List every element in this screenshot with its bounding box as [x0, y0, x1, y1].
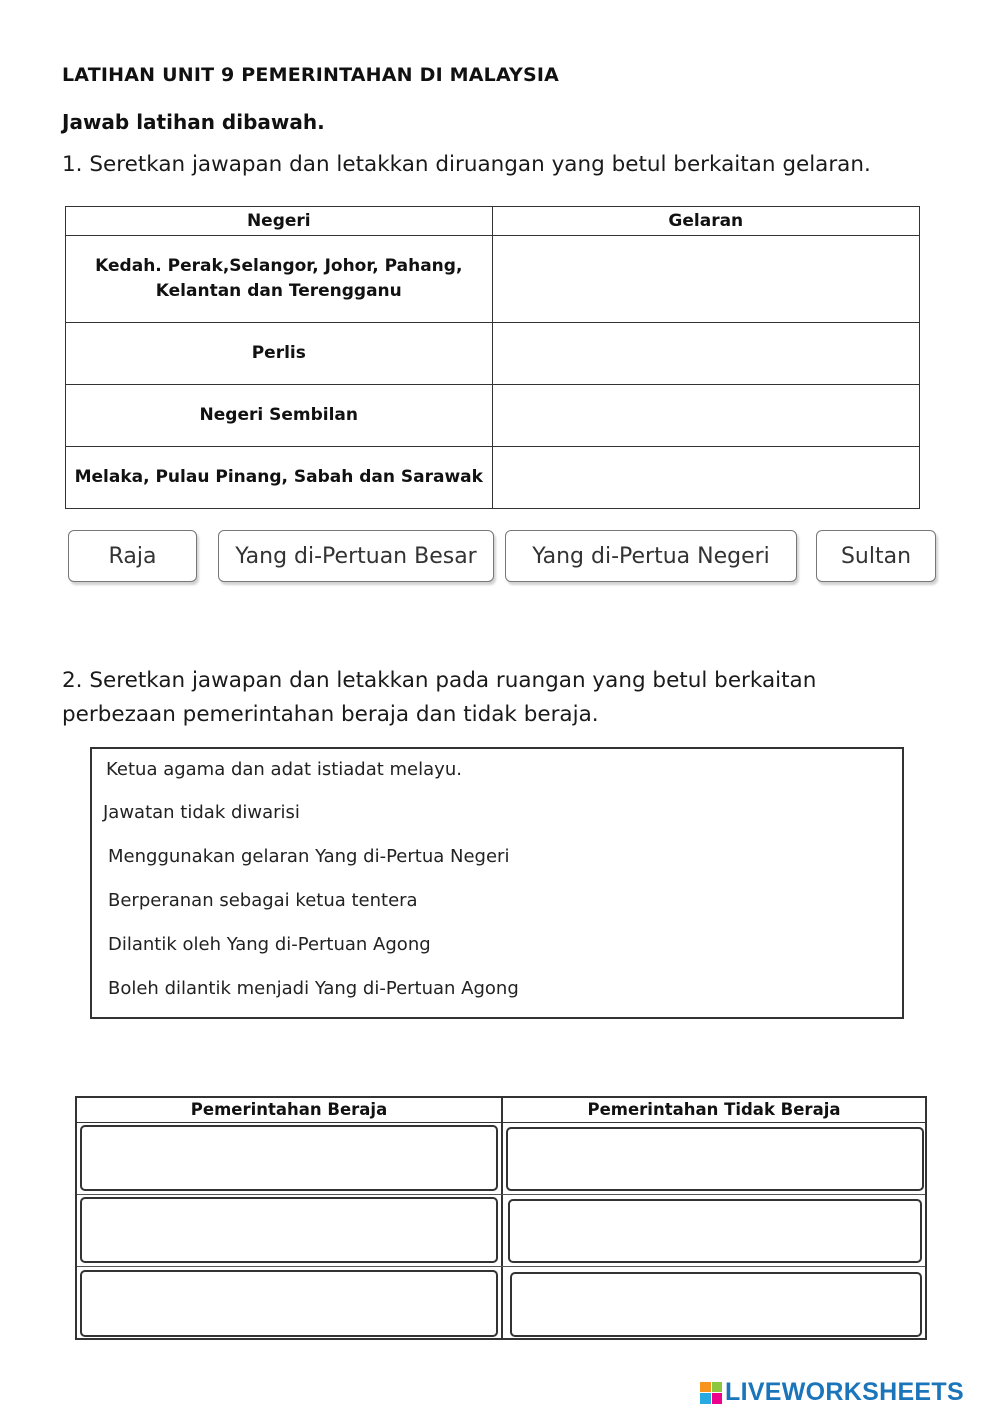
statement-item[interactable]: Boleh dilantik menjadi Yang di-Pertuan Agong [108, 978, 519, 999]
beraja-table [75, 1096, 927, 1340]
beraja-drop-slot[interactable] [80, 1125, 498, 1191]
option-chip-sultan[interactable]: Sultan [816, 530, 936, 582]
statement-item[interactable]: Ketua agama dan adat istiadat melayu. [106, 759, 462, 780]
row-divider [77, 1194, 925, 1195]
logo-squares-icon [700, 1382, 722, 1404]
tidak-beraja-drop-slot[interactable] [510, 1272, 922, 1337]
gelaran-drop-slot[interactable] [492, 236, 919, 323]
beraja-drop-slot[interactable] [80, 1197, 498, 1263]
statements-box [90, 747, 904, 1019]
gelaran-table [65, 206, 920, 509]
header-pemerintahan-tidak-beraja: Pemerintahan Tidak Beraja [503, 1098, 925, 1123]
logo-square [700, 1393, 711, 1404]
tidak-beraja-drop-slot[interactable] [506, 1127, 924, 1191]
brand-name: LIVEWORKSHEETS [725, 1378, 964, 1406]
header-negeri: Negeri [66, 207, 493, 236]
option-chip-yang-di-pertua-negeri[interactable]: Yang di-Pertua Negeri [505, 530, 797, 582]
beraja-drop-slot[interactable] [80, 1270, 498, 1337]
statement-item[interactable]: Jawatan tidak diwarisi [103, 802, 300, 823]
option-chip-raja[interactable]: Raja [68, 530, 197, 582]
negeri-cell [66, 236, 493, 323]
question-1-text: 1. Seretkan jawapan dan letakkan diruangan yang betul berkaitan gelaran. [62, 152, 871, 177]
negeri-cell: Perlis [66, 323, 493, 385]
gelaran-drop-slot[interactable] [492, 323, 919, 385]
logo-square [712, 1393, 723, 1404]
column-divider [501, 1098, 503, 1338]
gelaran-drop-slot[interactable] [492, 385, 919, 447]
negeri-line: Kedah. Perak,Selangor, Johor, Pahang, [95, 256, 463, 276]
header-pemerintahan-beraja: Pemerintahan Beraja [77, 1098, 501, 1123]
negeri-cell: Melaka, Pulau Pinang, Sabah dan Sarawak [66, 447, 493, 509]
negeri-line: Kelantan dan Terengganu [155, 281, 402, 301]
statement-item[interactable]: Menggunakan gelaran Yang di-Pertua Negeri [108, 846, 510, 867]
question-2-text: 2. Seretkan jawapan dan letakkan pada ruangan yang betul berkaitan perbezaan pemerintahan beraja dan tidak beraja. [62, 668, 817, 727]
header-gelaran: Gelaran [492, 207, 919, 236]
gelaran-drop-slot[interactable] [492, 447, 919, 509]
statement-item[interactable]: Dilantik oleh Yang di-Pertuan Agong [108, 934, 431, 955]
liveworksheets-logo [700, 1378, 964, 1407]
option-chip-yang-di-pertuan-besar[interactable]: Yang di-Pertuan Besar [218, 530, 494, 582]
tidak-beraja-drop-slot[interactable] [508, 1199, 922, 1263]
instruction: Jawab latihan dibawah. [62, 110, 325, 134]
row-divider [77, 1266, 925, 1267]
statement-item[interactable]: Berperanan sebagai ketua tentera [108, 890, 418, 911]
logo-square [712, 1382, 723, 1393]
logo-square [700, 1382, 711, 1393]
worksheet-title: LATIHAN UNIT 9 PEMERINTAHAN DI MALAYSIA [62, 64, 560, 86]
negeri-cell: Negeri Sembilan [66, 385, 493, 447]
